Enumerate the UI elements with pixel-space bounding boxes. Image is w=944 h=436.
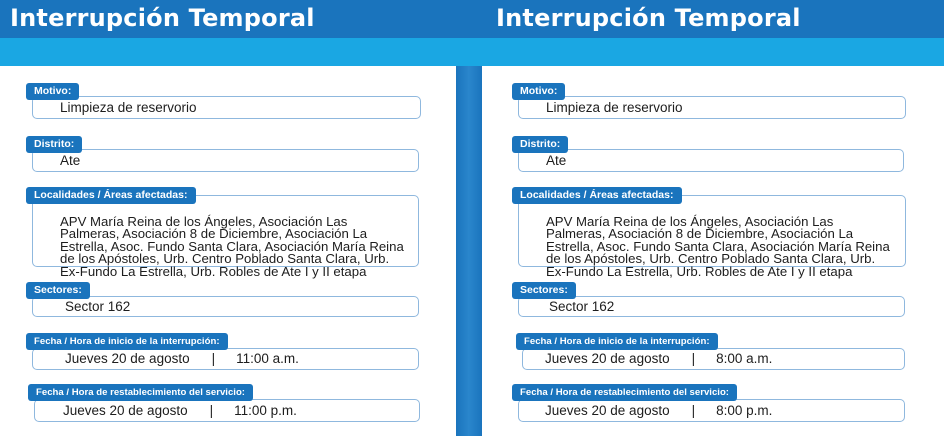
restablecimiento-fecha: Jueves 20 de agosto: [63, 402, 188, 418]
inicio-hora: 11:00 a.m.: [236, 351, 299, 366]
motivo-label: Motivo:: [512, 83, 565, 100]
restablecimiento-fecha: Jueves 20 de agosto: [545, 402, 670, 418]
distrito-field: [26, 136, 419, 172]
localidades-field: [512, 187, 906, 279]
panel-divider: [456, 66, 482, 436]
motivo-field: [26, 83, 421, 119]
sectores-field: [26, 282, 419, 317]
restablecimiento-field: [28, 384, 420, 422]
inicio-value: [32, 348, 419, 370]
distrito-value: Ate: [32, 149, 419, 172]
motivo-label: Motivo:: [26, 83, 79, 100]
inicio-fecha: Jueves 20 de agosto: [65, 351, 190, 366]
separator: |: [209, 402, 214, 418]
separator: |: [691, 402, 696, 418]
sectores-label: Sectores:: [26, 282, 90, 299]
inicio-label: Fecha / Hora de inicio de la interrupción:: [26, 333, 228, 350]
notice-panel-right: [482, 66, 944, 436]
restablecimiento-field: [512, 384, 905, 422]
distrito-value: Ate: [518, 149, 904, 172]
inicio-value: [522, 348, 905, 370]
restablecimiento-value: [34, 399, 420, 422]
motivo-field: [512, 83, 906, 119]
sectores-field: [512, 282, 905, 317]
notice-title: Interrupción Temporal: [10, 4, 315, 32]
restablecimiento-label: Fecha / Hora de restablecimiento del servicio:: [512, 384, 737, 401]
inicio-field: [26, 333, 419, 370]
inicio-field: [516, 333, 905, 370]
motivo-value: Limpieza de reservorio: [32, 96, 421, 119]
sectores-value: Sector 162: [518, 296, 905, 317]
restablecimiento-value: [518, 399, 905, 422]
inicio-label: Fecha / Hora de inicio de la interrupción:: [516, 333, 718, 350]
notice-panel-left: [0, 66, 456, 436]
localidades-value: APV María Reina de los Ángeles, Asociación Las Palmeras, Asociación 8 de Diciembre, Asociación La Estrella, Asoc. Fundo Santa Clara, Asociación María Reina de los Apóstoles, Urb. Centro Poblado Santa Clara, Urb. Ex-Fundo La Estrella, Urb. Robles de Ate I y II etapa: [518, 195, 906, 267]
restablecimiento-hora: 11:00 p.m.: [234, 402, 297, 418]
restablecimiento-hora: 8:00 p.m.: [716, 402, 773, 418]
sectores-value: Sector 162: [32, 296, 419, 317]
distrito-field: [512, 136, 904, 172]
motivo-value: Limpieza de reservorio: [518, 96, 906, 119]
separator: |: [211, 351, 216, 366]
restablecimiento-label: Fecha / Hora de restablecimiento del servicio:: [28, 384, 253, 401]
inicio-hora: 8:00 a.m.: [716, 351, 773, 366]
sectores-label: Sectores:: [512, 282, 576, 299]
localidades-label: Localidades / Áreas afectadas:: [512, 187, 682, 204]
accent-band: [0, 38, 944, 66]
distrito-label: Distrito:: [26, 136, 82, 153]
localidades-value: APV María Reina de los Ángeles, Asociación Las Palmeras, Asociación 8 de Diciembre, Asociación La Estrella, Asoc. Fundo Santa Clara, Asociación María Reina de los Apóstoles, Urb. Centro Poblado Santa Clara, Urb. Ex-Fundo La Estrella, Urb. Robles de Ate I y II etapa: [32, 195, 419, 267]
separator: |: [691, 351, 696, 366]
distrito-label: Distrito:: [512, 136, 568, 153]
inicio-fecha: Jueves 20 de agosto: [545, 351, 670, 366]
localidades-label: Localidades / Áreas afectadas:: [26, 187, 196, 204]
localidades-field: [26, 187, 419, 279]
notice-title: Interrupción Temporal: [496, 4, 801, 32]
